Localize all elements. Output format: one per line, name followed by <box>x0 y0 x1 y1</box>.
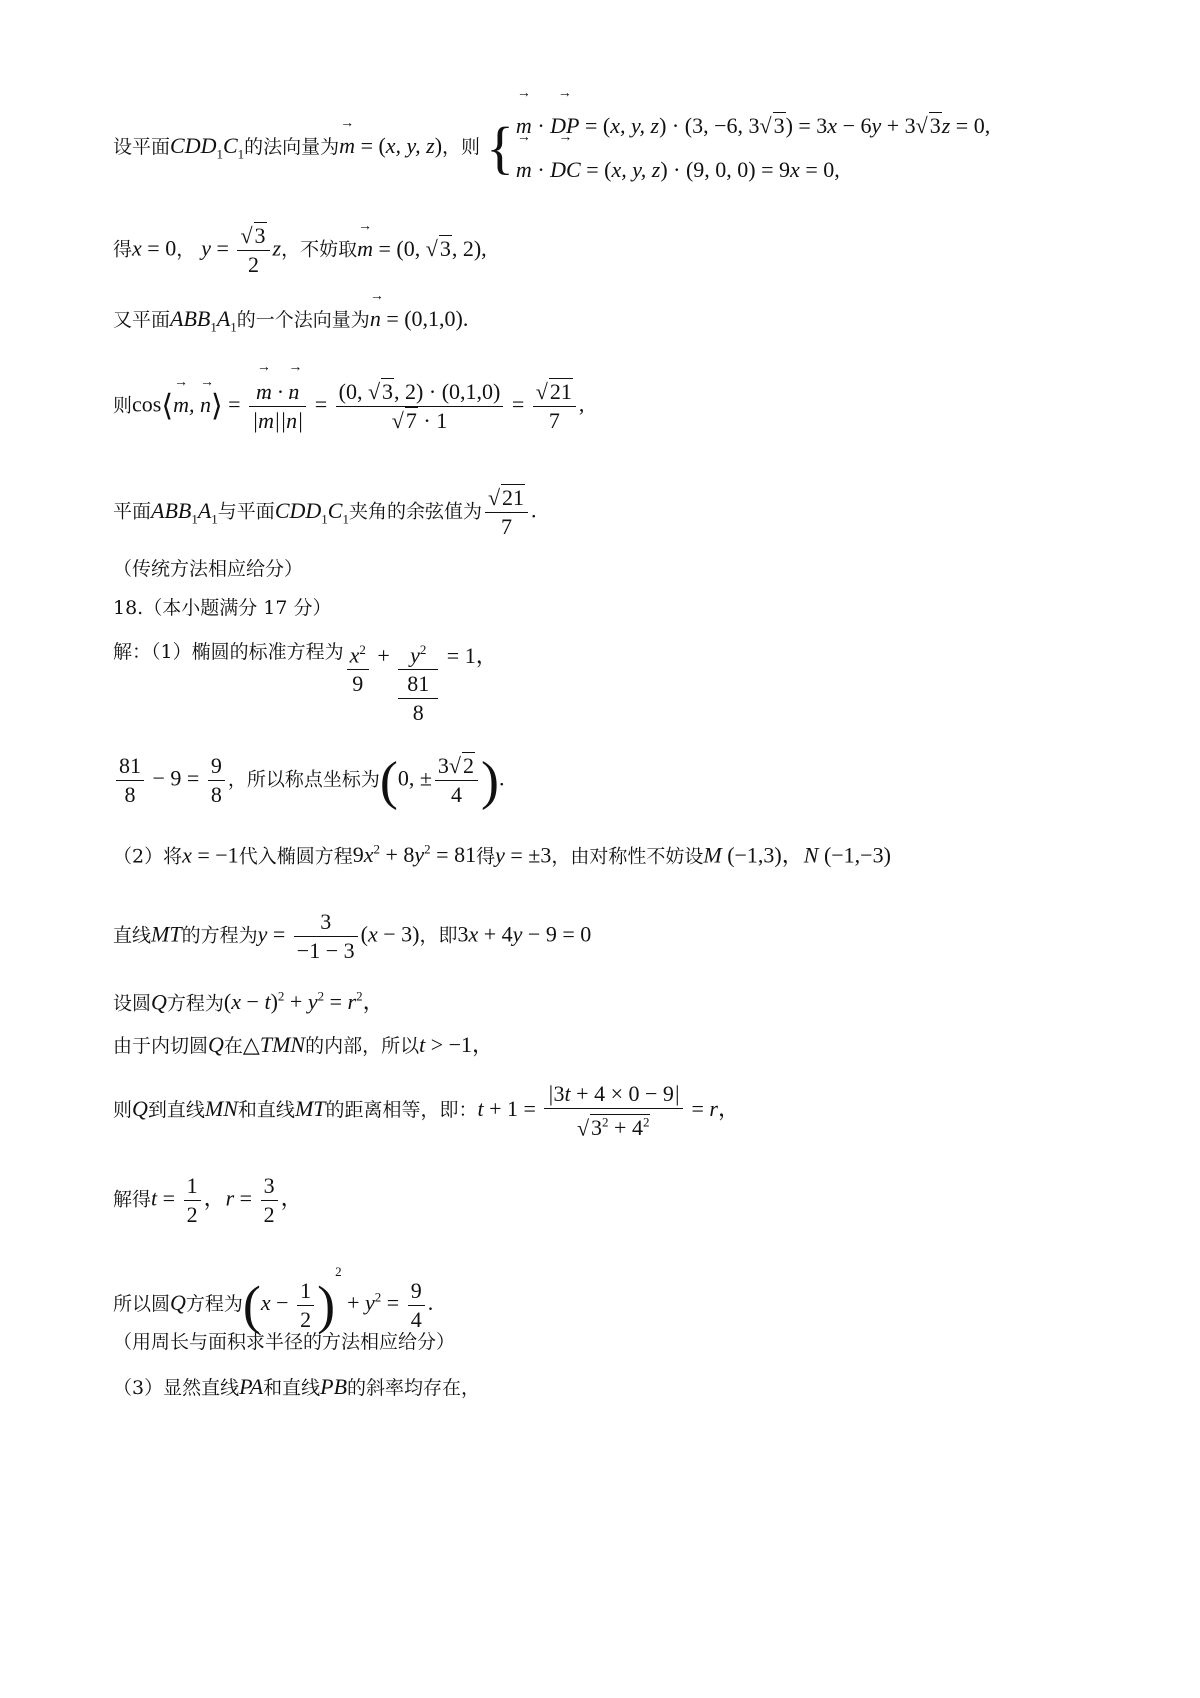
equation-m-dot-dp: → m · → DP = (x, y, z) · (3, −6, 3√3) = 3x − 6y + 3√3z = 0, <box>516 104 990 148</box>
paren-left: ( <box>379 750 398 811</box>
math-eq2: = <box>309 391 333 417</box>
cosine-line <box>113 378 584 435</box>
angle-right: ⟩ <box>210 389 223 423</box>
angle-left: ⟨ <box>161 389 174 423</box>
solution-t-r <box>113 1172 303 1229</box>
math-eq1: = <box>222 391 247 417</box>
math-y-expr: y = <box>201 235 235 261</box>
fraction-y2-over-81-8: $y^2$ 81 8 <box>398 636 438 727</box>
math-t-plus1: t + 1 = <box>477 1096 542 1122</box>
math-plane-cdd1c1-b: $CDD_1C_1$ <box>274 497 349 526</box>
text-l13-mid: 的内部，所以 <box>305 1035 420 1057</box>
angle-result-line <box>113 484 537 541</box>
note-perimeter-area: （用周长与面积求半径的方法相应给分） <box>113 1331 456 1353</box>
solve-xy-line <box>113 222 487 279</box>
normal-n-line <box>113 307 468 339</box>
math-x-minus3: (x − 3) <box>360 921 420 947</box>
incircle-condition <box>113 1033 494 1058</box>
substitute-line <box>113 838 891 868</box>
distance-equation-line <box>113 1080 740 1142</box>
math-eq3: = <box>506 391 530 417</box>
text-l16-prefix: 所以圆 <box>113 1293 171 1315</box>
text-l14-prefix: 则 <box>113 1099 133 1122</box>
math-period-b: . <box>498 765 505 791</box>
fraction-distance: $\frac{|3t + 4 \times 0 - 9|}{√3^2 + 4^2}$ <box>544 1080 682 1142</box>
math-cos-label: cos <box>132 391 162 417</box>
text-l14-and: 和直线 <box>237 1099 295 1122</box>
math-plane-cdd1c1: $CDD_1C_1$ <box>170 133 245 162</box>
fraction-81-over-8: $\frac{81}{8}$ <box>116 752 144 809</box>
text-l12-mid: 方程为 <box>166 992 224 1015</box>
math-eq-r: = r， <box>685 1096 740 1122</box>
note-traditional: （传统方法相应给分） <box>113 558 304 580</box>
text-l18-and: 和直线 <box>263 1377 321 1399</box>
text-l10-mid: 代入椭圆方程 <box>238 845 353 868</box>
math-plus-y2: + $y^2$ = <box>341 1289 405 1315</box>
text-l14-mid: 到直线 <box>147 1099 205 1122</box>
math-m-def: → m = (x, y, z) <box>339 133 442 158</box>
math-ellipse-81: $9x^2 + 8y^2 = 81$ <box>352 842 477 868</box>
math-x-zero: x = 0 <box>132 235 177 261</box>
problem-18-header: 18.（本小题满分 17 分） <box>113 597 332 619</box>
text-l14-eq: 的距离相等，即： <box>325 1099 478 1122</box>
text-l15-prefix: 解得 <box>113 1188 152 1211</box>
text-l10-sym: ，由对称性不妨设 <box>551 845 704 868</box>
text-l13-in: 在 <box>223 1035 243 1057</box>
math-point-m: M (−1,3)， <box>703 842 804 868</box>
math-t-gt: t > −1， <box>419 1032 495 1057</box>
text-l9-mid: ，所以称点坐标为 <box>227 768 380 791</box>
text-l18-prefix: （3）显然直线 <box>113 1377 240 1399</box>
math-line-general: 3x + 4y − 9 = 0 <box>457 921 592 947</box>
fraction-1-over-2-b: $\frac{1}{2}$ <box>297 1277 314 1334</box>
text-l8-prefix: 解：（1）椭圆的标准方程为 <box>113 641 344 663</box>
math-mt: MT <box>151 921 182 947</box>
system-brace: { <box>486 115 514 180</box>
math-pb: PB <box>320 1374 348 1399</box>
text-l12-prefix: 设圆 <box>113 992 152 1015</box>
text-l1-then: ，则 <box>442 136 481 158</box>
circle-q-result: 所以圆Q方程为(x − $\frac{1}{2}$ )$^2 + y^2$ = $\frac{9}{4}$ . <box>113 1264 434 1335</box>
text-l2-prefix: 得 <box>113 238 133 261</box>
circle-q-setup <box>113 985 385 1015</box>
math-comma-c: ， <box>280 1185 303 1211</box>
paren-right-b: ) <box>317 1275 336 1335</box>
math-triangle-tmn: △TMN <box>242 1032 306 1057</box>
part3-slopes <box>113 1375 480 1400</box>
text-l5-prefix: 平面 <box>113 500 152 523</box>
fraction-9-over-8: $\frac{9}{8}$ <box>208 752 225 809</box>
math-period: . <box>531 497 537 523</box>
line-mt-equation <box>113 908 591 965</box>
text-l2-mid: ，不妨取 <box>281 238 358 261</box>
math-r-eq: r = <box>225 1185 258 1211</box>
paren-left-b: ( <box>242 1275 261 1335</box>
math-comma: , <box>578 391 585 417</box>
text-l13-prefix: 由于内切圆 <box>113 1035 209 1057</box>
text-l4-prefix: 则 <box>113 394 133 417</box>
ellipse-equation-line <box>113 640 498 727</box>
fraction-3sqrt2-over-4: $\frac{3√2}{4}$ <box>435 752 478 809</box>
text-l2-comma: ， <box>176 238 196 261</box>
text-l10-get: 得 <box>476 845 496 868</box>
text-l1-mid: 的法向量为 <box>244 136 340 158</box>
math-q-d: Q <box>170 1290 186 1315</box>
fraction-3-over-neg4: $\frac{3}{-1 - 3}$ <box>294 908 358 965</box>
math-minus-9: − 9 = <box>147 765 205 791</box>
fraction-3-over-2: $\frac{3}{2}$ <box>261 1172 278 1229</box>
focus-coordinates-line <box>113 752 504 809</box>
fraction-result-sqrt21-over-7: $\frac{√21}{7}$ <box>485 484 528 541</box>
text-l3-prefix: 又平面 <box>113 309 171 331</box>
fraction-sqrt3-over-2: $\frac{√3}{2}$ <box>237 222 269 279</box>
math-plane-abb1a1: $ABB_1A_1$ <box>170 306 237 335</box>
math-q-c: Q <box>132 1096 148 1122</box>
math-mt-b: MT <box>294 1096 326 1122</box>
math-pa: PA <box>239 1374 264 1399</box>
math-y-eq: y = <box>257 921 291 947</box>
text-l11-ie: ，即 <box>419 924 458 947</box>
math-x-minus1: x = −1 <box>182 842 239 868</box>
fraction-dot-over-norms: → $\frac{m \cdot \to n}{|\to m||\to n|}$ <box>249 378 306 435</box>
fraction-1-over-2: $\frac{1}{2}$ <box>184 1172 201 1229</box>
math-comma-b: ， <box>203 1185 226 1211</box>
text-l5-suffix: 夹角的余弦值为 <box>348 500 482 523</box>
normal-vector-system-line <box>113 104 990 192</box>
math-circle-eq: $(x - t)^2 + y^2 = r^2$， <box>223 989 385 1015</box>
text-l11-prefix: 直线 <box>113 924 152 947</box>
math-z: z <box>272 235 282 261</box>
fraction-9-over-4: $\frac{9}{4}$ <box>408 1277 425 1334</box>
text-l18-suffix: 的斜率均存在， <box>347 1377 481 1399</box>
paren-right: ) <box>480 750 499 811</box>
math-point-n: N (−1,−3) <box>803 842 891 868</box>
equation-system <box>516 104 990 192</box>
text-l16-mid: 方程为 <box>185 1293 243 1315</box>
text-l10-prefix: （2）将 <box>113 845 183 868</box>
ellipse-formula: $\frac{x^2}{9}$ + $y^2$ 81 8 = 1， <box>344 636 498 727</box>
math-angle-mn: → m, → n <box>173 392 211 417</box>
fraction-numeric-cos: $\frac{(0, √3, 2) \cdot (0,1,0)}{√7 \cdot 1}$ <box>336 378 504 435</box>
math-zero-pm: 0, ± <box>397 765 432 791</box>
fraction-x2-over-9: $\frac{x^2}{9}$ <box>347 636 369 698</box>
math-mn: MN <box>204 1096 238 1122</box>
text-l11-mid: 的方程为 <box>181 924 258 947</box>
math-y-pm3: y = ±3 <box>495 842 552 868</box>
math-m-value: → m = (0, √3, 2), <box>357 236 487 261</box>
math-period-c: . <box>427 1290 434 1315</box>
math-x-minus: x − <box>260 1290 295 1315</box>
fraction-sqrt21-over-7: $\frac{√21}{7}$ <box>533 378 576 435</box>
math-q: Q <box>151 989 167 1015</box>
text-l5-mid: 与平面 <box>217 500 275 523</box>
math-q-b: Q <box>208 1032 224 1057</box>
text-l3-mid: 的一个法向量为 <box>236 309 370 331</box>
math-n-value: → n = (0,1,0). <box>370 306 469 331</box>
equation-m-dot-dc: → m · → DC = (x, y, z) · (9, 0, 0) = 9x = 0, <box>516 148 990 192</box>
math-plane-abb1a1-b: $ABB_1A_1$ <box>151 497 218 526</box>
math-t-eq: t = <box>151 1185 181 1211</box>
text-l1-prefix: 设平面 <box>113 136 171 158</box>
